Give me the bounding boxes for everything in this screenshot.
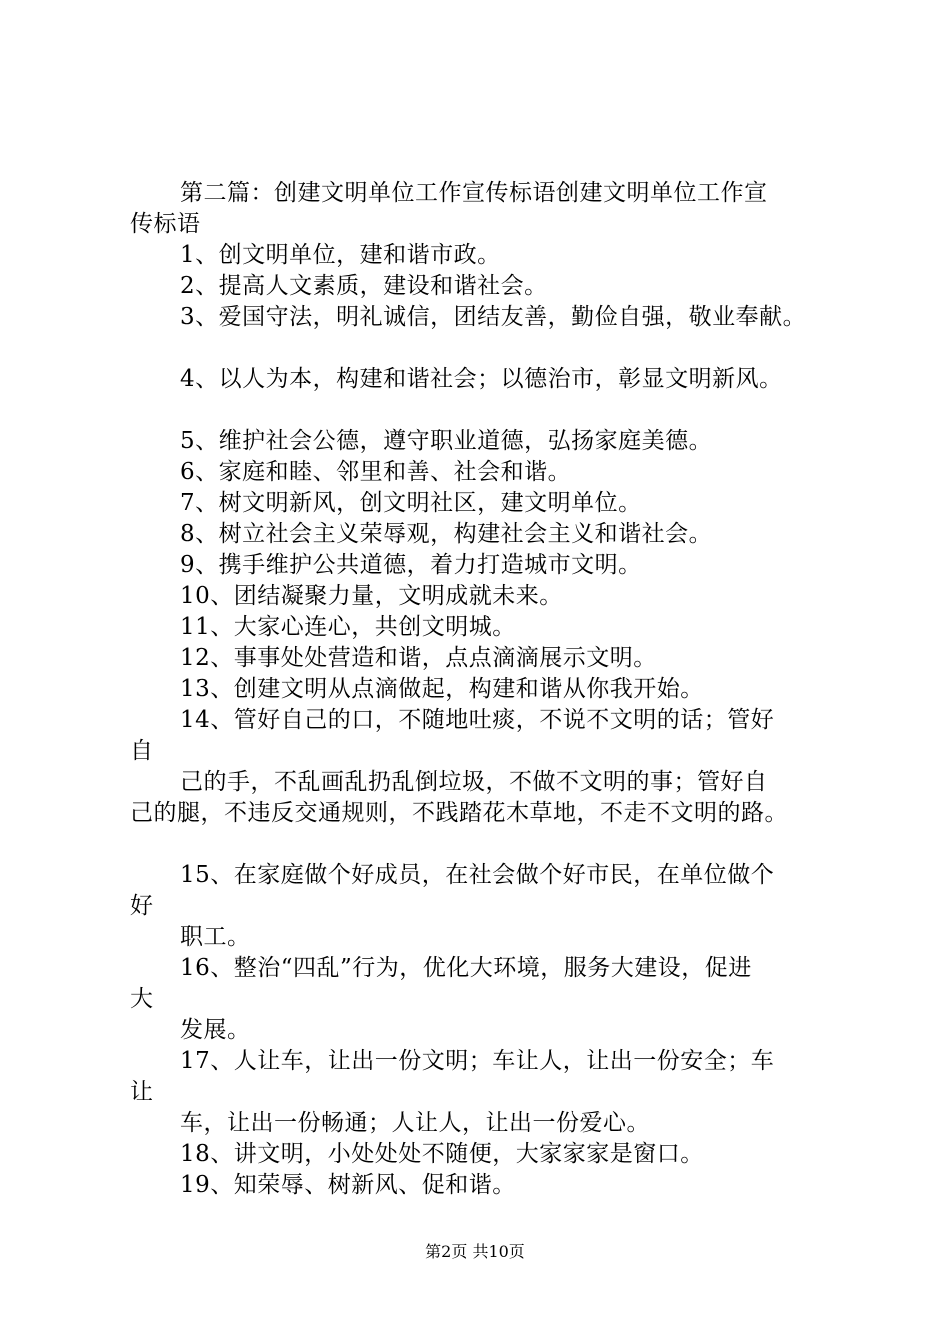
slogan-line: 7、树文明新风，创文明社区，建文明单位。 [180, 490, 642, 516]
slogan-line-wrap: 自 [130, 738, 154, 764]
slogan-line: 18、讲文明，小处处处不随便，大家家家是窗口。 [180, 1141, 704, 1167]
blank-line [130, 333, 850, 364]
slogan-line: 14、管好自己的口，不随地吐痰，不说不文明的话；管好 [180, 707, 775, 733]
slogan-line-continued: 己的腿，不违反交通规则，不践踏花木草地，不走不文明的路。 [130, 800, 788, 826]
slogan-line: 17、人让车，让出一份文明；车让人，让出一份安全；车 [180, 1048, 775, 1074]
slogan-line: 5、维护社会公德，遵守职业道德，弘扬家庭美德。 [180, 428, 713, 454]
document-body [130, 178, 850, 1201]
slogan-line-wrap: 大 [130, 986, 154, 1012]
blank-line [130, 395, 850, 426]
slogan-line-continued: 车，让出一份畅通；人让人，让出一份爱心。 [180, 1110, 650, 1136]
slogan-line: 11、大家心连心，共创文明城。 [180, 614, 516, 640]
slogan-line: 2、提高人文素质，建设和谐社会。 [180, 273, 548, 299]
slogan-line: 3、爱国守法，明礼诚信，团结友善，勤俭自强，敬业奉献。 [180, 304, 807, 330]
page-number-footer: 第2页 共10页 [425, 1242, 525, 1261]
slogan-line: 1、创文明单位，建和谐市政。 [180, 242, 501, 268]
slogan-line: 16、整治“四乱”行为，优化大环境，服务大建设，促进 [180, 955, 752, 981]
heading-line-continued: 传标语 [130, 211, 201, 237]
slogan-line: 8、树立社会主义荣辱观，构建社会主义和谐社会。 [180, 521, 713, 547]
blank-line [130, 829, 850, 860]
slogan-line-wrap: 好 [130, 893, 154, 919]
slogan-line-continued: 职工。 [180, 924, 251, 950]
slogan-line-continued: 发展。 [180, 1017, 251, 1043]
slogan-line: 12、事事处处营造和谐，点点滴滴展示文明。 [180, 645, 657, 671]
slogan-line-continued: 己的手，不乱画乱扔乱倒垃圾，不做不文明的事；管好自 [180, 769, 768, 795]
slogan-line: 13、创建文明从点滴做起，构建和谐从你我开始。 [180, 676, 704, 702]
slogan-line: 6、家庭和睦、邻里和善、社会和谐。 [180, 459, 572, 485]
slogan-line: 15、在家庭做个好成员，在社会做个好市民，在单位做个 [180, 862, 775, 888]
slogan-line: 4、以人为本，构建和谐社会；以德治市，彰显文明新风。 [180, 366, 783, 392]
slogan-line: 9、携手维护公共道德，着力打造城市文明。 [180, 552, 642, 578]
slogan-line: 10、团结凝聚力量，文明成就未来。 [180, 583, 563, 609]
slogan-line: 19、知荣辱、树新风、促和谐。 [180, 1172, 516, 1198]
slogan-line-wrap: 让 [130, 1079, 154, 1105]
heading-line: 第二篇：创建文明单位工作宣传标语创建文明单位工作宣 [180, 180, 768, 206]
